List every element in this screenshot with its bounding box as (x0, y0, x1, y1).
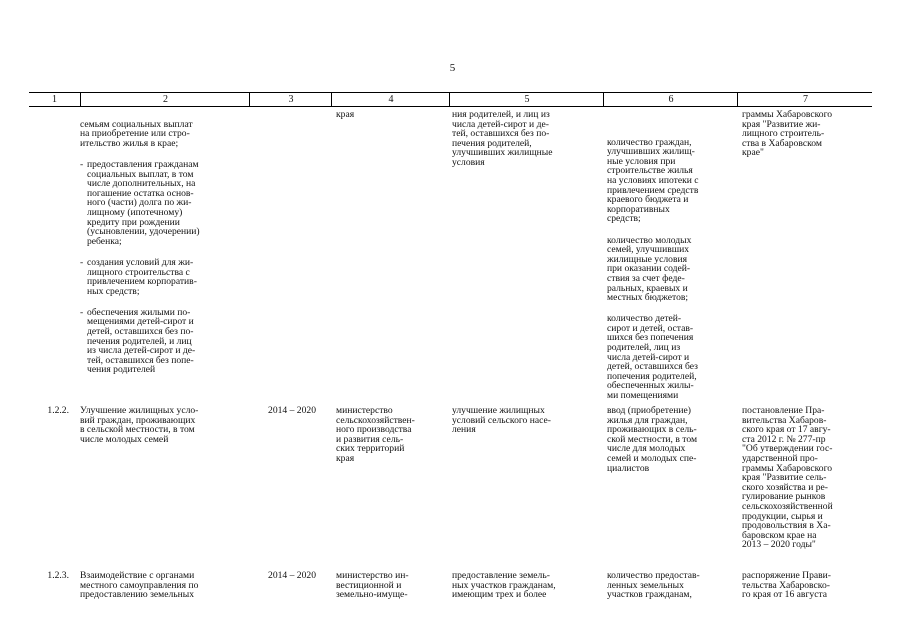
cont-col5: ния родителей, и лиц из числа детей-сирот и де- тей, оставшихся без по- печения родителей, улучшивших жилищные условия (452, 109, 553, 168)
row-executor: министерство ин- вестиционной и земельно-имуще- (336, 570, 409, 601)
header-col-1: 1 (52, 94, 57, 105)
cont-col2-item (80, 308, 248, 375)
row-result: предоставление земель- ных участков гражданам, имеющим трех и более (452, 570, 556, 601)
dash-marker: - (80, 256, 84, 268)
row-period: 2014 – 2020 (268, 570, 316, 581)
cont-col7: граммы Хабаровского края "Развитие жи- лищного строитель- ства в Хабаровском крае" (742, 109, 833, 159)
header-col-7: 7 (737, 93, 873, 106)
cont-col2-item-text: предоставления гражданам социальных выплат, в том числе дополнительных, на погашение остатка основ- ного (части) долга по жи- лищному (ипотечному) кредиту при рождении (усыновлении, удочерении) ребенка; (87, 158, 200, 247)
row-name: Улучшение жилищных усло- вий граждан, проживающих в сельской местности, в том числе молодых семей (80, 405, 199, 445)
dash-marker: - (80, 306, 84, 318)
header-col-4: 4 (331, 93, 450, 106)
dash-marker: - (80, 158, 84, 170)
cont-col2-item-text: обеспечения жилыми по- мещениями детей-сирот и детей, оставшихся без по- печения родителей, и лиц из числа детей-сирот и де- тей, оставшихся без попе- чения родителей (87, 306, 196, 376)
cont-col2-intro: семьям социальных выплат на приобретение или стро- ительство жилья в крае; (80, 118, 193, 149)
row-document: распоряжение Прави- тельства Хабаровско- го края от 16 августа (742, 570, 831, 601)
cont-col6 (607, 128, 733, 412)
cont-col2-item (80, 160, 248, 246)
header-col-2: 2 (80, 93, 250, 106)
page-number: 5 (449, 62, 456, 74)
header-col-6: 6 (603, 93, 738, 106)
cont-col4: края (336, 109, 355, 120)
cont-col2-item-text: создания условий для жи- лищного строительства с привлечением корпоратив- ных средств; (87, 256, 197, 297)
table-header (29, 92, 872, 107)
row-indicator: количество предостав- ленных земельных участков гражданам, (607, 570, 700, 601)
row-document: постановление Пра- вительства Хабаров- ского края от 17 авгу- ста 2012 г. № 277-пр "Об утверждении гос- ударственной про- граммы Хабаровского края "Развитие сель- ского хозяйства и ре- гулирование рынков сельскохозяйственной продукции, сырья и продовольствия в Ха- баровском крае на 2013 – 2020 годы" (742, 405, 833, 551)
header-col-5: 5 (449, 93, 604, 106)
row-period: 2014 – 2020 (268, 405, 316, 416)
cont-col2 (80, 110, 248, 387)
row-number: 1.2.3. (47, 570, 69, 581)
row-executor: министерство сельскохозяйствен- ного производства и развития сель- ских территорий края (336, 405, 415, 464)
row-result: улучшение жилищных условий сельского насе- ления (452, 405, 551, 436)
cont-col2-item (80, 258, 248, 296)
cont-col6-para: количество детей- сирот и детей, остав- шихся без попечения родителей, лиц из числа детей-сирот и детей, оставшихся без попечения родителей, обеспеченных жилы- ми помещениями (607, 313, 698, 402)
row-number: 1.2.2. (47, 405, 69, 416)
cont-col6-para: количество молодых семей, улучшивших жилищные условия при оказании содей- ствия за счет феде- ральных, краевых и местных бюджетов; (607, 234, 692, 304)
row-name: Взаимодействие с органами местного самоуправления по предоставлению земельных (80, 570, 199, 601)
header-col-3: 3 (249, 93, 332, 106)
row-indicator: ввод (приобретение) жилья для граждан, проживающих в сель- ской местности, в том числе для молодых семей и молодых спе- циалистов (607, 405, 698, 474)
cont-col6-para: количество граждан, улучшивших жилищ- ные условия при строительстве жилья на условиях ипотеки с привлечением средств краевого бюджета и корпоративных средств; (607, 136, 699, 225)
